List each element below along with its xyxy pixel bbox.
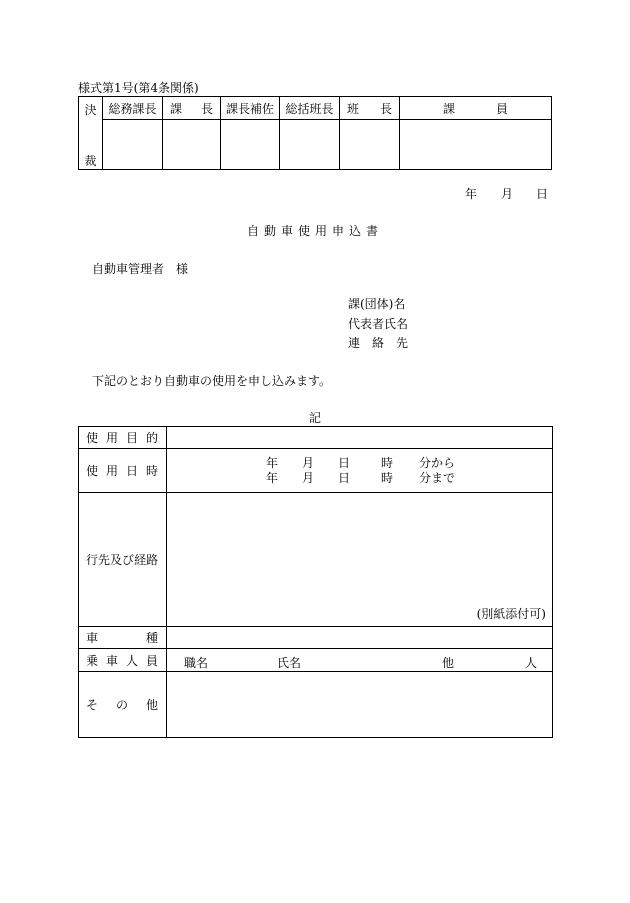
date-year: 年 bbox=[465, 187, 478, 201]
application-form-table bbox=[78, 426, 553, 738]
dt1-day: 日 bbox=[338, 456, 351, 470]
date-day: 日 bbox=[536, 187, 549, 201]
applicant-dept-label: 課(団体)名 bbox=[348, 297, 406, 311]
riders-name: 氏名 bbox=[277, 656, 302, 670]
dt1-month: 月 bbox=[302, 456, 315, 470]
row-other bbox=[79, 672, 553, 738]
riders-title: 職名 bbox=[184, 656, 209, 670]
route-field[interactable] bbox=[167, 493, 553, 627]
applicant-contact-label: 連絡先 bbox=[348, 336, 421, 350]
purpose-label-text: 使 用 目 的 bbox=[86, 431, 158, 445]
dt2-hour: 時 bbox=[381, 471, 394, 485]
header-somu-kacho: 総務課長 bbox=[103, 97, 163, 120]
other-label bbox=[79, 672, 167, 738]
header-hancho bbox=[340, 97, 400, 120]
dt1-from: 分から bbox=[419, 456, 456, 470]
kessai-label bbox=[79, 97, 103, 170]
header-kacho bbox=[163, 97, 221, 120]
form-number: 様式第1号(第4条関係) bbox=[78, 81, 199, 95]
riders-others: 他 bbox=[442, 656, 455, 670]
other-field[interactable] bbox=[167, 672, 553, 738]
seal-box-sokatsu-hancho[interactable] bbox=[280, 120, 340, 170]
row-datetime bbox=[79, 449, 553, 493]
dt1-hour: 時 bbox=[381, 456, 394, 470]
ki-mark: 記 bbox=[309, 411, 322, 425]
route-note: (別紙添付可) bbox=[476, 607, 546, 621]
route-label bbox=[79, 493, 167, 627]
riders-label bbox=[79, 649, 167, 672]
riders-label-text: 乗 車 人 員 bbox=[86, 653, 158, 668]
header-kain-text: 課 員 bbox=[443, 101, 508, 116]
car-type-label-text: 車 種 bbox=[86, 631, 158, 645]
kessai-char-1: 決 bbox=[84, 103, 97, 117]
purpose-label bbox=[79, 427, 167, 449]
header-sokatsu-hancho: 総括班長 bbox=[280, 97, 340, 120]
dt2-day: 日 bbox=[338, 471, 351, 485]
seal-box-kain[interactable] bbox=[400, 120, 552, 170]
row-car-type bbox=[79, 627, 553, 649]
seal-box-kacho[interactable] bbox=[163, 120, 221, 170]
row-purpose bbox=[79, 427, 553, 449]
applicant-rep-label: 代表者氏名 bbox=[348, 317, 409, 331]
riders-persons: 人 bbox=[525, 656, 538, 670]
car-type-field[interactable] bbox=[167, 627, 553, 649]
car-type-label bbox=[79, 627, 167, 649]
document-title: 自動車使用申込書 bbox=[247, 224, 384, 238]
purpose-field[interactable] bbox=[167, 427, 553, 449]
header-kacho-text: 課 長 bbox=[170, 101, 213, 116]
row-riders bbox=[79, 649, 553, 672]
date-month: 月 bbox=[501, 187, 514, 201]
seal-box-somu-kacho[interactable] bbox=[103, 120, 163, 170]
seal-box-hancho[interactable] bbox=[340, 120, 400, 170]
datetime-label bbox=[79, 449, 167, 493]
header-kacho-hosa: 課長補佐 bbox=[221, 97, 280, 120]
riders-field[interactable] bbox=[167, 649, 553, 672]
dt2-month: 月 bbox=[302, 471, 315, 485]
seal-box-kacho-hosa[interactable] bbox=[221, 120, 280, 170]
other-label-text: そ の 他 bbox=[86, 698, 158, 712]
intro-text: 下記のとおり自動車の使用を申し込みます。 bbox=[92, 374, 332, 388]
addressee: 自動車管理者 様 bbox=[92, 262, 189, 276]
dt2-year: 年 bbox=[266, 471, 279, 485]
header-hancho-text: 班 長 bbox=[347, 101, 392, 116]
row-route bbox=[79, 493, 553, 627]
datetime-field[interactable] bbox=[167, 449, 553, 493]
header-kain bbox=[400, 97, 552, 120]
dt1-year: 年 bbox=[266, 456, 279, 470]
datetime-label-text: 使 用 日 時 bbox=[86, 464, 158, 478]
route-label-text: 行 先 及 び 経 路 bbox=[86, 553, 159, 567]
dt2-until: 分まで bbox=[419, 471, 456, 485]
kessai-char-2: 裁 bbox=[84, 154, 97, 168]
approval-table bbox=[78, 96, 552, 170]
